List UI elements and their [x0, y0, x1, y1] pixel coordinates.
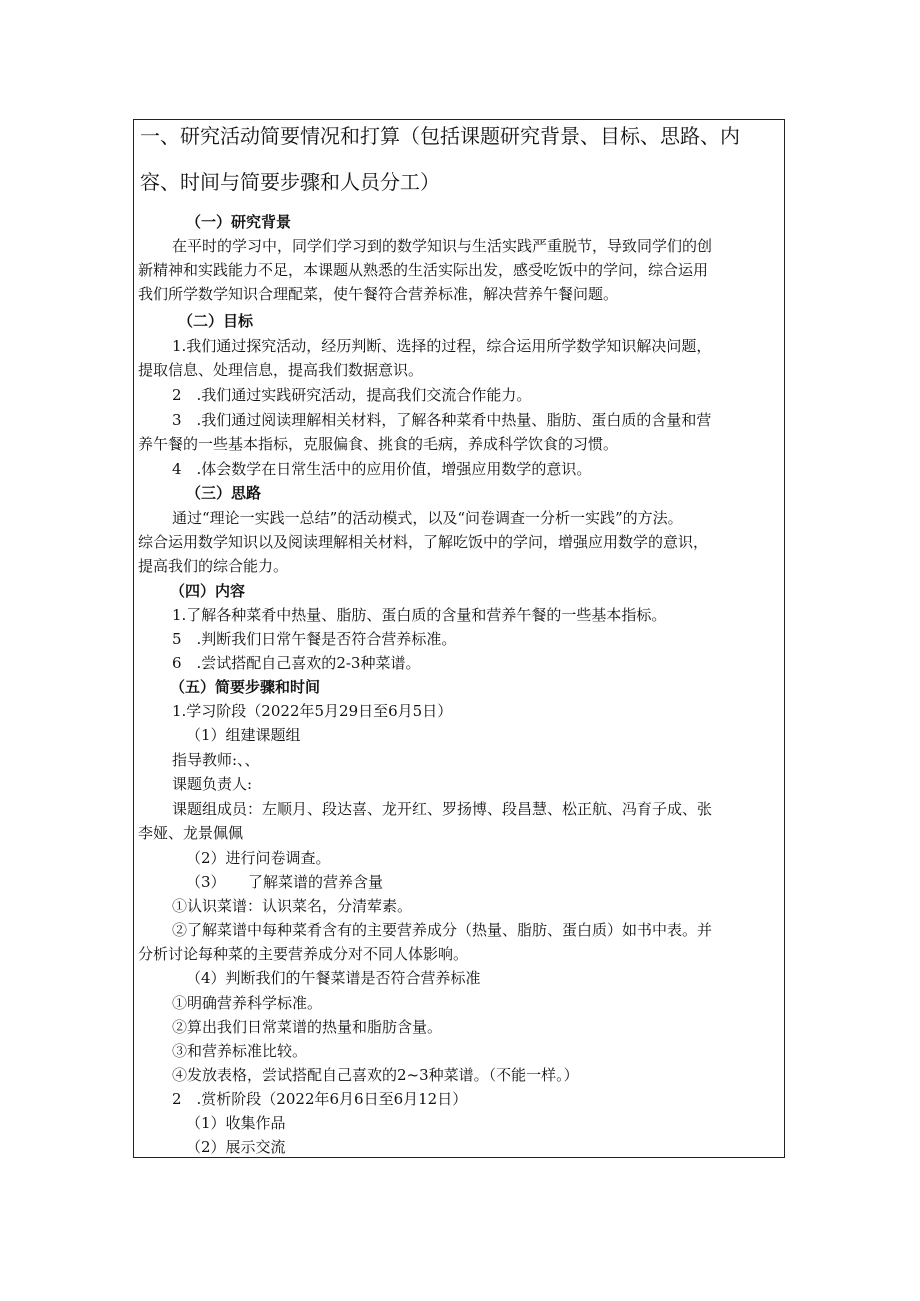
- paragraph-line: 养午餐的一些基本指标，克服偏食、挑食的毛病，养成科学饮食的习惯。: [138, 435, 619, 453]
- steps-heading: （五）简要步骤和时间: [170, 678, 321, 696]
- list-item: 课题组成员：左顺月、段达喜、龙开红、罗扬博、段昌慧、松正航、冯育子成、张: [172, 800, 713, 818]
- list-item: 2 .赏析阶段（2022年6月6日至6月12日）: [172, 1090, 468, 1108]
- plan-table-cell: [133, 119, 785, 1158]
- paragraph-line: 新精神和实践能力不足，本课题从熟悉的生活实际出发，感受吃饭中的学问，综合运用: [138, 261, 709, 279]
- list-item: （4）判断我们的午餐菜谱是否符合营养标准: [186, 969, 481, 987]
- list-item: 李娅、龙景佩佩: [138, 824, 244, 842]
- paragraph-line: 在平时的学习中，同学们学习到的数学知识与生活实践严重脱节，导致同学们的创: [172, 237, 713, 255]
- list-item: 指导教师:、、: [172, 751, 260, 769]
- list-item: ④发放表格，尝试搭配自己喜欢的2~3种菜谱。（不能一样。）: [172, 1066, 579, 1084]
- paragraph-line: 3 .我们通过阅读理解相关材料，了解各种菜肴中热量、脂肪、蛋白质的含量和营: [172, 411, 712, 429]
- list-item: 1.学习阶段（2022年5月29日至6月5日）: [172, 702, 453, 720]
- paragraph-line: 综合运用数学知识以及阅读理解相关材料，了解吃饭中的学问，增强应用数学的意识，: [138, 533, 709, 551]
- list-item: ③和营养标准比较。: [172, 1042, 308, 1060]
- list-item: ②了解菜谱中每种菜肴含有的主要营养成分（热量、脂肪、蛋白质）如书中表。并: [172, 921, 713, 939]
- section-title-line-2: 容、时间与简要步骤和人员分工）: [140, 170, 440, 194]
- list-item: （2）展示交流: [186, 1138, 286, 1156]
- list-item: 分析讨论每种菜的主要营养成分对不同人体影响。: [138, 945, 469, 963]
- list-item: ①明确营养科学标准。: [172, 994, 323, 1012]
- paragraph-line: 提取信息、处理信息，提高我们数据意识。: [138, 361, 424, 379]
- list-item: ②算出我们日常菜谱的热量和脂肪含量。: [172, 1018, 443, 1036]
- list-item: （3） 了解菜谱的营养含量: [186, 873, 384, 891]
- paragraph-line: 通过“理论一实践一总结”的活动模式，以及“问卷调查一分析一实践”的方法。: [172, 509, 683, 527]
- section-title-line-1: 一、研究活动简要情况和打算（包括课题研究背景、目标、思路、内: [140, 124, 740, 148]
- list-item: （1）组建课题组: [186, 726, 301, 744]
- approach-heading: （三）思路: [186, 484, 262, 502]
- paragraph-line: 我们所学数学知识合理配菜，使午餐符合营养标准，解决营养午餐问题。: [138, 285, 619, 303]
- list-item: （1）收集作品: [186, 1114, 286, 1132]
- paragraph-line: 2 .我们通过实践研究活动，提高我们交流合作能力。: [172, 386, 532, 404]
- background-heading: （一）研究背景: [186, 213, 292, 231]
- paragraph-line: 1.我们通过探究活动，经历判断、选择的过程，综合运用所学数学知识解决问题，: [172, 337, 712, 355]
- paragraph-line: 1.了解各种菜肴中热量、脂肪、蛋白质的含量和营养午餐的一些基本指标。: [172, 606, 667, 624]
- list-item: （2）进行问卷调查。: [186, 849, 331, 867]
- paragraph-line: 5 .判断我们日常午餐是否符合营养标准。: [172, 630, 457, 648]
- paragraph-line: 4 .体会数学在日常生活中的应用价值，增强应用数学的意识。: [172, 460, 592, 478]
- list-item: ①认识菜谱：认识菜名，分清荤素。: [172, 897, 413, 915]
- paragraph-line: 提高我们的综合能力。: [138, 557, 289, 575]
- content-heading: （四）内容: [170, 582, 246, 600]
- list-item: 课题负责人:: [172, 775, 253, 793]
- goals-heading: （二）目标: [178, 312, 254, 330]
- paragraph-line: 6 .尝试搭配自己喜欢的2-3种菜谱。: [172, 654, 421, 672]
